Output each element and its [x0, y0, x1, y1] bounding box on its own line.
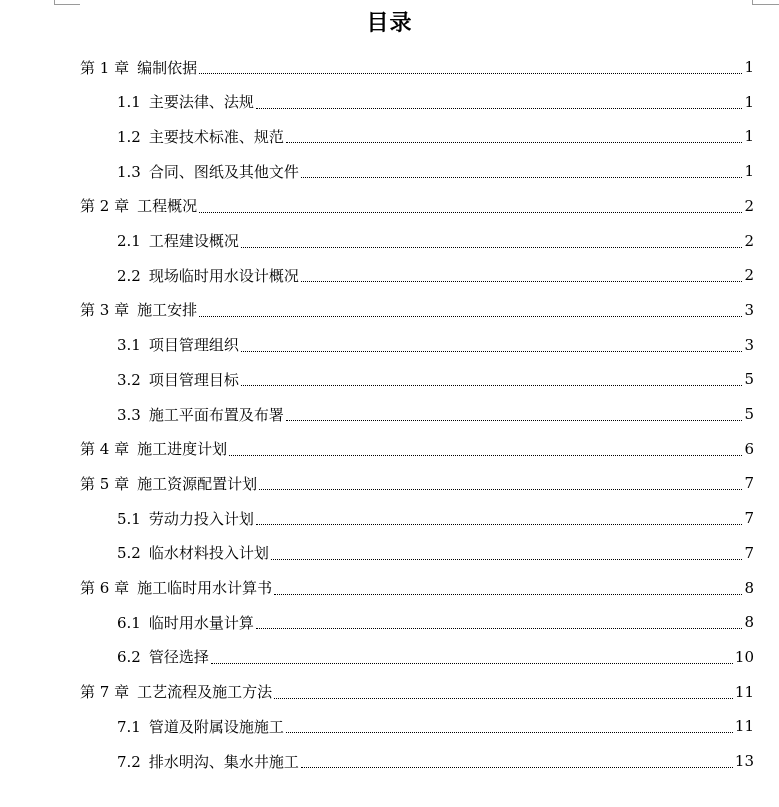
- toc-entry-number: 第 7 章: [80, 683, 130, 702]
- toc-entry-number: 7.2: [117, 752, 141, 771]
- toc-entry[interactable]: [117, 362, 754, 396]
- toc-entry-text: 管径选择: [148, 648, 209, 667]
- toc-entry-page: 11: [734, 682, 754, 701]
- toc-entry-page: 6: [744, 439, 754, 458]
- toc-entry-text: 排水明沟、集水井施工: [148, 752, 299, 771]
- dot-leader: [241, 351, 743, 352]
- dot-leader: [199, 73, 742, 74]
- dot-leader: [274, 594, 742, 595]
- toc-entry-text: 工程概况: [137, 197, 198, 216]
- dot-leader: [259, 489, 742, 490]
- dot-leader: [241, 247, 743, 248]
- page-corner-mark-left-h: [54, 4, 80, 5]
- toc-entry-page: 8: [744, 613, 754, 632]
- dot-leader: [199, 316, 742, 317]
- toc-entry-text: 管道及附属设施施工: [148, 717, 284, 736]
- toc-entry-page: 1: [744, 58, 754, 76]
- toc-entry[interactable]: [80, 293, 754, 327]
- toc-entry-page: 5: [744, 370, 754, 389]
- toc-entry-page: 2: [744, 266, 754, 285]
- toc-entry[interactable]: [117, 605, 754, 639]
- toc-entry-label: [117, 751, 299, 772]
- toc-entry[interactable]: [117, 328, 754, 362]
- toc-entry-page: 7: [744, 509, 754, 528]
- toc-entry-number: 第 1 章: [80, 58, 130, 77]
- toc-entry-page: 8: [744, 578, 754, 597]
- toc-entry[interactable]: [80, 432, 754, 466]
- toc-entry-label: [117, 508, 254, 529]
- toc-entry-text: 主要技术标准、规范: [148, 127, 284, 146]
- toc-entry-number: 第 5 章: [80, 474, 130, 493]
- toc-entry[interactable]: [117, 744, 754, 778]
- toc-entry-text: 工程建设概况: [148, 232, 239, 250]
- toc-entry-label: [80, 299, 197, 320]
- toc-entry-page: 3: [744, 300, 754, 319]
- toc-entry-label: [117, 161, 299, 182]
- dot-leader: [256, 524, 743, 525]
- toc-entry-label: [117, 646, 209, 667]
- toc-entry-label: [80, 577, 272, 598]
- toc-entry[interactable]: [117, 85, 754, 119]
- toc-entry[interactable]: [117, 397, 754, 431]
- toc-entry-text: 施工临时用水计算书: [137, 579, 273, 597]
- toc-entry-number: 3.3: [117, 405, 141, 424]
- dot-leader: [271, 559, 743, 560]
- dot-leader: [241, 385, 743, 386]
- toc-entry-label: [117, 265, 299, 286]
- toc-entry-number: 1.1: [117, 93, 141, 112]
- toc-entry-label: [117, 334, 239, 355]
- toc-entry[interactable]: [117, 119, 754, 153]
- dot-leader: [256, 628, 743, 629]
- toc-entry-page: 11: [734, 717, 754, 736]
- toc-entry[interactable]: [117, 536, 754, 570]
- toc-entry-number: 7.1: [117, 717, 141, 736]
- toc-entry-number: 6.1: [117, 613, 141, 632]
- toc-entry-text: 施工进度计划: [137, 440, 228, 459]
- toc-entry-number: 5.2: [117, 544, 141, 563]
- toc-entry-number: 3.1: [117, 336, 141, 355]
- toc-entry-text: 施工平面布置及布署: [148, 405, 284, 424]
- dot-leader: [286, 142, 743, 143]
- toc-entry[interactable]: [117, 258, 754, 292]
- toc-entry-number: 5.1: [117, 509, 141, 528]
- toc-entry-text: 合同、图纸及其他文件: [148, 162, 299, 181]
- dot-leader: [301, 177, 743, 178]
- toc-entry-number: 2.1: [117, 232, 141, 250]
- toc-entry-page: 1: [744, 162, 754, 181]
- toc-entry-number: 3.2: [117, 370, 141, 389]
- toc-entry-number: 第 2 章: [80, 197, 130, 216]
- toc-entry-label: [117, 542, 269, 563]
- toc-entry[interactable]: [117, 501, 754, 535]
- toc-entry-page: 10: [734, 647, 754, 666]
- toc-entry[interactable]: [80, 571, 754, 605]
- toc-entry-page: 3: [744, 335, 754, 354]
- toc-entry-number: 1.3: [117, 162, 141, 181]
- toc-entry-text: 劳动力投入计划: [148, 509, 254, 528]
- toc-entry-text: 主要法律、法规: [148, 93, 254, 112]
- toc-entry[interactable]: [117, 154, 754, 188]
- toc-entry-page: 13: [734, 752, 754, 770]
- toc-entry-page: 1: [744, 92, 754, 111]
- toc-entry-text: 临时用水量计算: [148, 613, 254, 632]
- toc-entry-text: 项目管理组织: [148, 336, 239, 355]
- dot-leader: [286, 420, 743, 421]
- toc-entry-text: 现场临时用水设计概况: [148, 266, 299, 285]
- toc-entry-label: [117, 369, 239, 390]
- toc-entry[interactable]: [80, 50, 754, 84]
- toc-entry-number: 第 4 章: [80, 440, 130, 459]
- toc-entry-label: [117, 716, 284, 737]
- toc-entry-text: 工艺流程及施工方法: [137, 683, 273, 702]
- toc-entry-text: 项目管理目标: [148, 370, 239, 389]
- toc-entry-label: [80, 473, 257, 494]
- toc-entry-number: 1.2: [117, 127, 141, 146]
- toc-entry-label: [117, 404, 284, 425]
- toc-entry[interactable]: [80, 466, 754, 500]
- toc-entry-number: 2.2: [117, 266, 141, 285]
- toc-entry-text: 施工安排: [137, 301, 198, 320]
- toc-entry-page: 7: [744, 543, 754, 562]
- toc-entry-label: [80, 195, 197, 216]
- toc-entry-label: [80, 57, 197, 78]
- toc-entry-label: [117, 612, 254, 633]
- toc-entry-label: [80, 438, 227, 459]
- toc-entry-page: 2: [744, 231, 754, 250]
- toc-entry[interactable]: [117, 640, 754, 674]
- dot-leader: [211, 663, 733, 664]
- toc-entry-page: 2: [744, 196, 754, 215]
- toc-entry[interactable]: [117, 224, 754, 258]
- dot-leader: [301, 281, 743, 282]
- toc-entry-page: 1: [744, 127, 754, 146]
- toc-entry-text: 临水材料投入计划: [148, 544, 269, 563]
- dot-leader: [286, 732, 733, 733]
- toc-entry-page: 7: [744, 474, 754, 493]
- dot-leader: [199, 212, 742, 213]
- dot-leader: [229, 455, 742, 456]
- toc-entry-label: [117, 91, 254, 112]
- toc-entry[interactable]: [117, 709, 754, 743]
- page-corner-mark-right-h: [753, 4, 779, 5]
- toc-entry-text: 施工资源配置计划: [137, 474, 258, 493]
- toc-entry-number: 第 6 章: [80, 579, 130, 597]
- toc-entry-label: [117, 230, 239, 251]
- toc-entry-text: 编制依据: [137, 58, 198, 77]
- toc-entry-number: 6.2: [117, 648, 141, 667]
- toc-entry-page: 5: [744, 405, 754, 423]
- dot-leader: [256, 108, 743, 109]
- toc-title: 目录: [366, 10, 413, 36]
- dot-leader: [301, 767, 733, 768]
- toc-entry[interactable]: [80, 675, 754, 709]
- toc-entry-label: [117, 126, 284, 147]
- toc-entry[interactable]: [80, 189, 754, 223]
- toc-entry-label: [80, 681, 272, 702]
- dot-leader: [274, 698, 733, 699]
- toc-entry-number: 第 3 章: [80, 301, 130, 320]
